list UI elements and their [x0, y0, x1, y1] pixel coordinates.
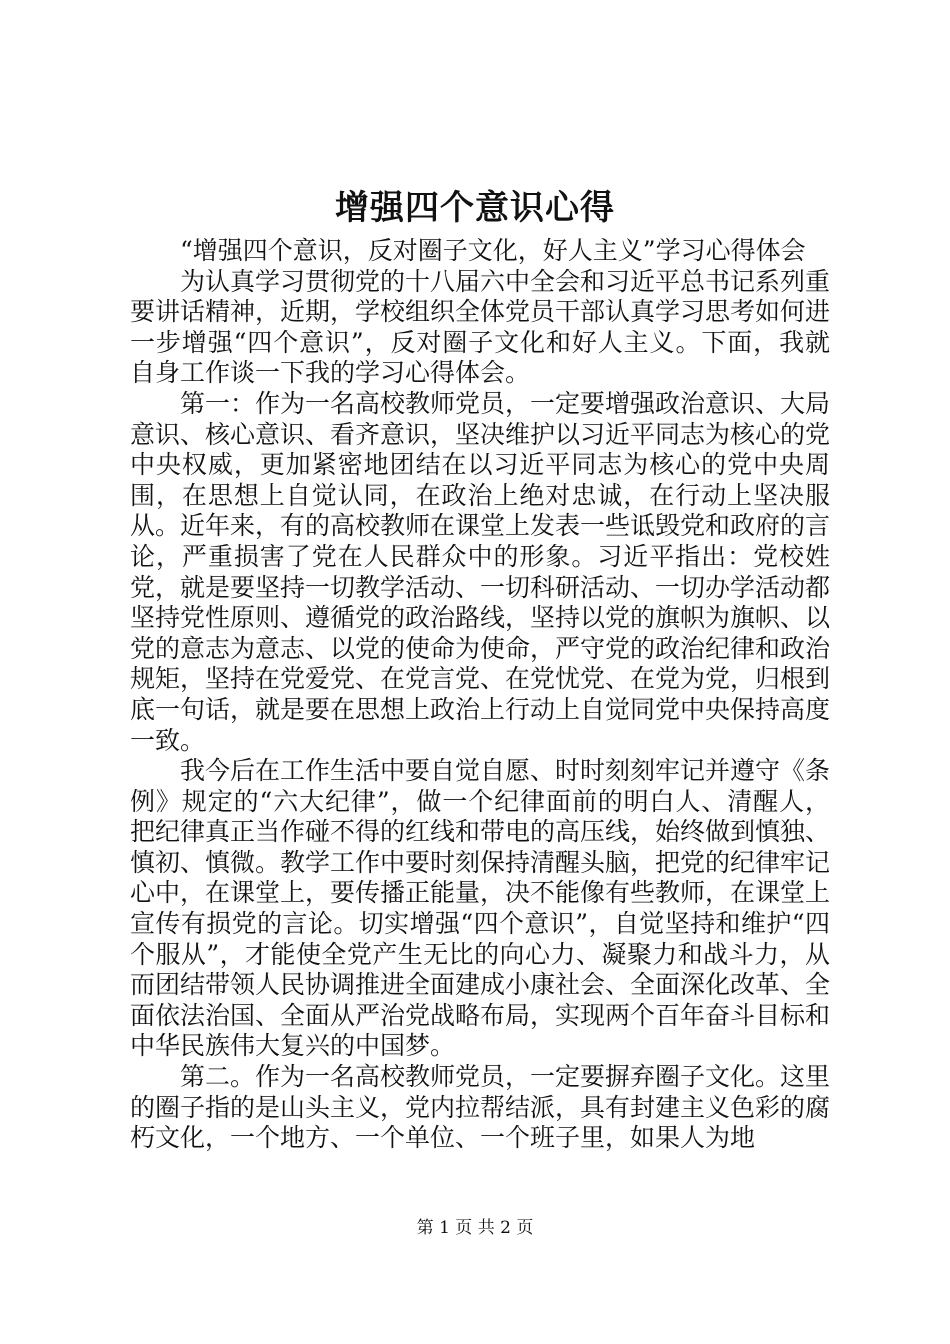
- paragraph-intro: 为认真学习贯彻党的十八届六中全会和习近平总书记系列重要讲话精神，近期，学校组织全体党员干部认真学习思考如何进一步增强“四个意识”，反对圈子文化和好人主义。下面，我就自身工作谈一下我的学习心得体会。: [130, 266, 831, 388]
- paragraph-subtitle: “增强四个意识，反对圈子文化，好人主义”学习心得体会: [180, 236, 806, 265]
- paragraph-second-point: 第二。作为一名高校教师党员，一定要摒弃圈子文化。这里的圈子指的是山头主义，党内拉帮结派，具有封建主义色彩的腐朽文化，一个地方、一个单位、一个班子里，如果人为地: [130, 1062, 831, 1153]
- paragraph-discipline: 我今后在工作生活中要自觉自愿、时时刻刻牢记并遵守《条例》规定的“六大纪律”，做一个纪律面前的明白人、清醒人，把纪律真正当作碰不得的红线和带电的高压线，始终做到慎独、慎初、慎微。教学工作中要时刻保持清醒头脑，把党的纪律牢记心中，在课堂上，要传播正能量，决不能像有些教师，在课堂上宣传有损党的言论。切实增强“四个意识”，自觉坚持和维护“四个服从”，才能使全党产生无比的向心力、凝聚力和战斗力，从而团结带领人民协调推进全面建成小康社会、全面深化改革、全面依法治国、全面从严治党战略布局，实现两个百年奋斗目标和中华民族伟大复兴的中国梦。: [130, 756, 831, 1061]
- document-title: 增强四个意识心得: [335, 188, 615, 228]
- document-body: [130, 236, 830, 1154]
- page-number-footer: 第 1 页 共 2 页: [416, 1218, 534, 1238]
- paragraph-first-point: 第一：作为一名高校教师党员，一定要增强政治意识、大局意识、核心意识、看齐意识，坚决维护以习近平同志为核心的党中央权威，更加紧密地团结在以习近平同志为核心的党中央周围，在思想上自觉认同，在政治上绝对忠诚，在行动上坚决服从。近年来，有的高校教师在课堂上发表一些诋毁党和政府的言论，严重损害了党在人民群众中的形象。习近平指出：党校姓党，就是要坚持一切教学活动、一切科研活动、一切办学活动都坚持党性原则、遵循党的政治路线，坚持以党的旗帜为旗帜、以党的意志为意志、以党的使命为使命，严守党的政治纪律和政治规矩，坚持在党爱党、在党言党、在党忧党、在党为党，归根到底一句话，就是要在思想上政治上行动上自觉同党中央保持高度一致。: [130, 388, 831, 755]
